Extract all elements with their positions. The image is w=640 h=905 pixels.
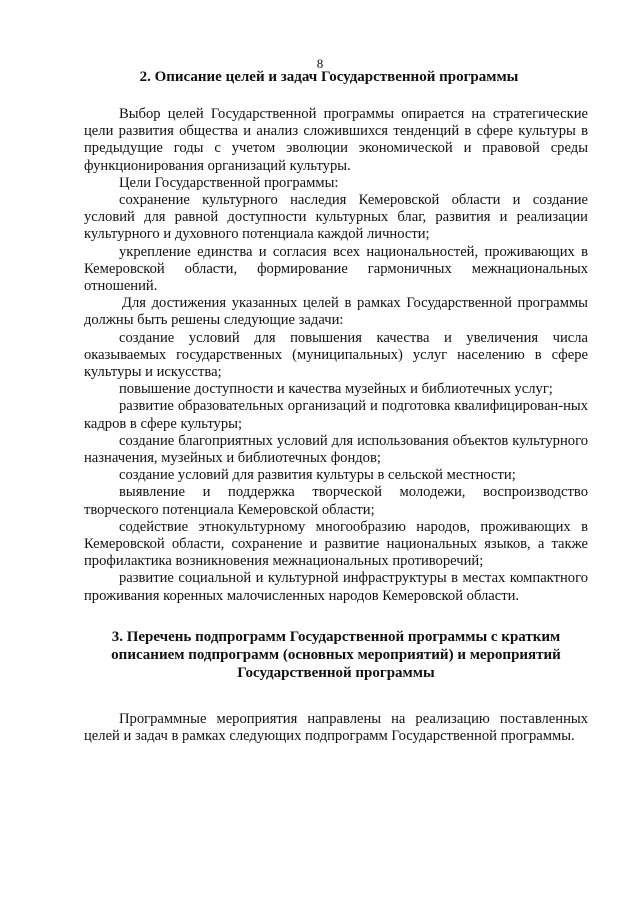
section-2-body [84, 106, 588, 605]
task-item: развитие социальной и культурной инфраструктуры в местах компактного проживания коренных малочисленных народов Кемеровской области. [84, 570, 588, 604]
task-item: развитие образовательных организаций и подготовка квалифицирован-ных кадров в сфере культуры; [84, 398, 588, 432]
section-2-heading: 2. Описание целей и задач Государственной программы [139, 69, 519, 85]
paragraph-intro: Выбор целей Государственной программы опирается на стратегические цели развития общества и анализ сложившихся тенденций в сфере культуры в предыдущие годы с учетом эволюции экономической и правовой среды функционирования организаций культуры. [84, 106, 588, 174]
page-number: 8 [316, 56, 324, 71]
task-item: создание благоприятных условий для использования объектов культурного назначения, музейных и библиотечных фондов; [84, 432, 588, 467]
task-item: содействие этнокультурному многообразию народов, проживающих в Кемеровской области, сохранение и развитие национальных языков, а также профилактика возникновения межнациональных противоречий; [84, 518, 588, 570]
task-item: создание условий для повышения качества и увеличения числа оказываемых государственных (муниципальных) услуг населению в сфере культуры и искусства; [84, 329, 588, 381]
task-item: повышение доступности и качества музейных и библиотечных услуг; [119, 381, 553, 398]
goal-item: сохранение культурного наследия Кемеровской области и создание условий для равной доступности культурных благ, развития и реализации культурного и духовного потенциала каждой личности; [84, 192, 588, 243]
paragraph-tasks-heading: Для достижения указанных целей в рамках Государственной программы должны быть решены следующие задачи: [84, 295, 588, 329]
task-item: создание условий для развития культуры в сельской местности; [119, 467, 516, 484]
section-3-body [84, 711, 588, 745]
section-3-heading: 3. Перечень подпрограмм Государственной программы с кратким описанием подпрограмм (основных мероприятий) и мероприятий Государственной программы [111, 629, 561, 681]
paragraph-goals-heading: Цели Государственной программы: [119, 174, 339, 191]
goal-item: укрепление единства и согласия всех национальностей, проживающих в Кемеровской области, формирование гармоничных межнациональных отношений. [84, 243, 588, 295]
paragraph-programs: Программные мероприятия направлены на реализацию поставленных целей и задач в рамках следующих подпрограмм Государственной программы. [84, 711, 588, 745]
task-item: выявление и поддержка творческой молодежи, воспроизводство творческого потенциала Кемеровской области; [84, 484, 588, 518]
